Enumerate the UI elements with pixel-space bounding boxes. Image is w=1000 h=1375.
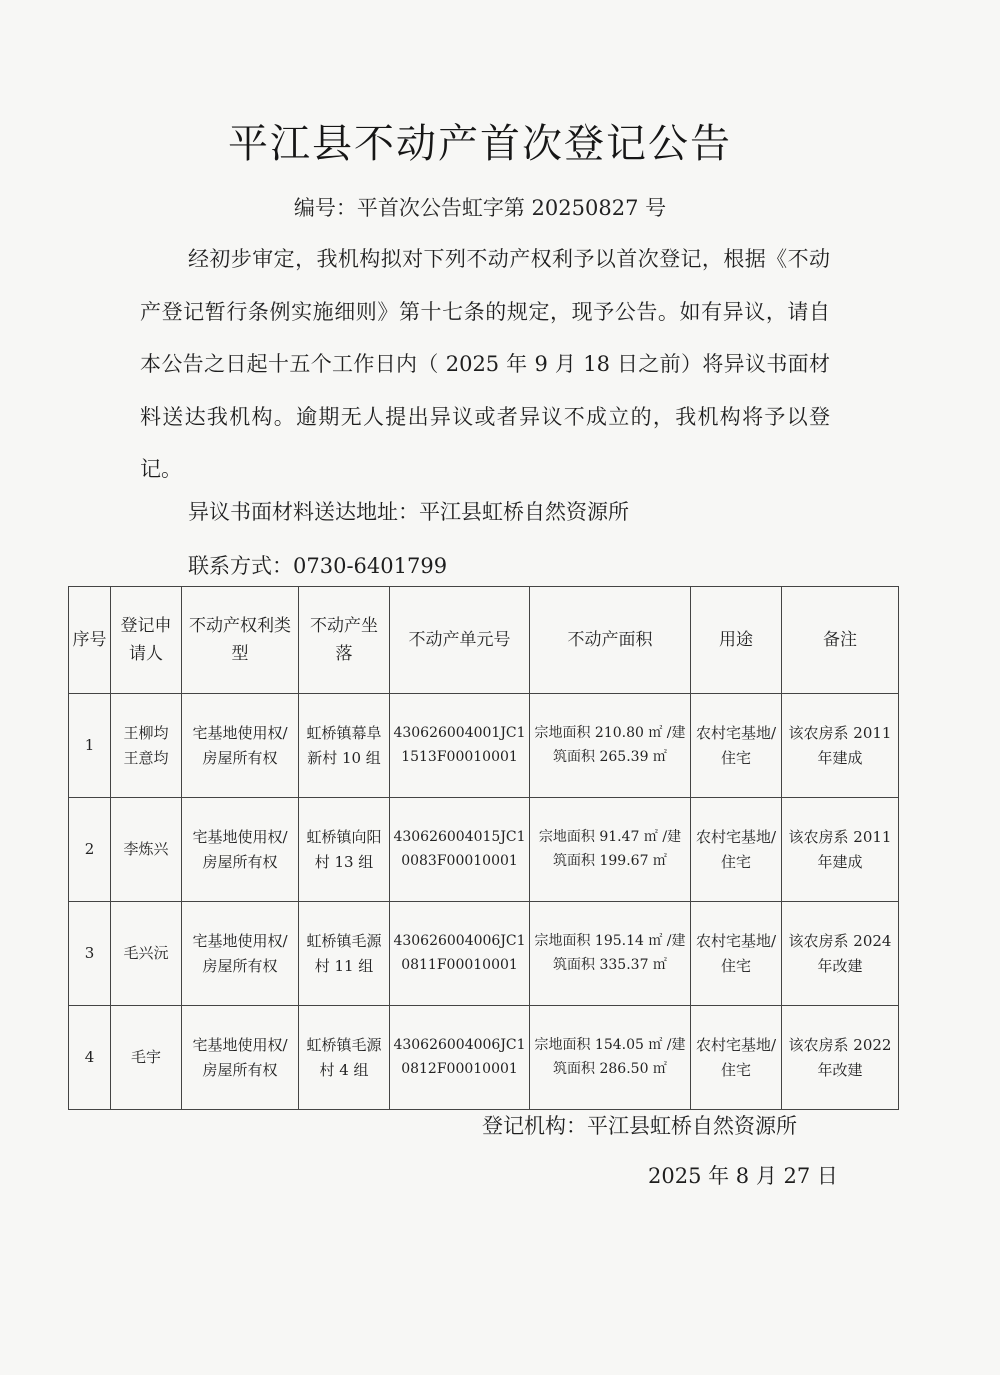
location: 虹桥镇毛源村 11 组 [299,902,390,1006]
contact-info: 联系方式：0730-6401799 [188,554,448,578]
area: 宗地面积 195.14 ㎡ /建筑面积 335.37 ㎡ [530,902,691,1006]
applicant: 李炼兴 [111,798,182,902]
document-number: 编号：平首次公告虹字第 20250827 号 [293,196,667,220]
row-number: 4 [69,1006,111,1110]
header-cell: 不动产单元号 [390,587,530,694]
row-number: 3 [69,902,111,1006]
usage: 农村宅基地/住宅 [691,694,782,798]
area: 宗地面积 210.80 ㎡ /建筑面积 265.39 ㎡ [530,694,691,798]
right-type: 宅基地使用权/房屋所有权 [182,798,299,902]
header-cell: 序号 [69,587,111,694]
location: 虹桥镇幕阜新村 10 组 [299,694,390,798]
right-type: 宅基地使用权/房屋所有权 [182,694,299,798]
table-row [69,902,899,1006]
area: 宗地面积 154.05 ㎡ /建筑面积 286.50 ㎡ [530,1006,691,1110]
header-cell: 不动产面积 [530,587,691,694]
row-number: 1 [69,694,111,798]
unit-number: 430626004001JC11513F00010001 [390,694,530,798]
header-cell: 不动产坐落 [299,587,390,694]
table-row [69,694,899,798]
location: 虹桥镇向阳村 13 组 [299,798,390,902]
header-cell: 登记申请人 [111,587,182,694]
usage: 农村宅基地/住宅 [691,1006,782,1110]
table-row [69,1006,899,1110]
row-number: 2 [69,798,111,902]
table-header-row [69,587,899,694]
header-cell: 不动产权利类型 [182,587,299,694]
applicant: 王柳均 王意均 [111,694,182,798]
header-cell: 用途 [691,587,782,694]
remark: 该农房系 2011 年建成 [782,798,899,902]
usage: 农村宅基地/住宅 [691,902,782,1006]
usage: 农村宅基地/住宅 [691,798,782,902]
right-type: 宅基地使用权/房屋所有权 [182,902,299,1006]
issue-date: 2025 年 8 月 27 日 [648,1164,838,1188]
registration-table [68,586,899,1110]
announcement-body: 经初步审定，我机构拟对下列不动产权利予以首次登记，根据《不动产登记暂行条例实施细则》第十七条的规定，现予公告。如有异议，请自本公告之日起十五个工作日内（ 2025 年 9 月 18 日之前）将异议书面材料送达我机构。逾期无人提出异议或者异议不成立的，我机构将予以登记。 [140,247,830,481]
unit-number: 430626004006JC10811F00010001 [390,902,530,1006]
right-type: 宅基地使用权/房屋所有权 [182,1006,299,1110]
remark: 该农房系 2011 年建成 [782,694,899,798]
table-row [69,798,899,902]
registration-authority: 登记机构：平江县虹桥自然资源所 [482,1114,797,1138]
objection-address: 异议书面材料送达地址：平江县虹桥自然资源所 [188,500,629,524]
page-title: 平江县不动产首次登记公告 [228,121,732,167]
unit-number: 430626004006JC10812F00010001 [390,1006,530,1110]
remark: 该农房系 2022 年改建 [782,1006,899,1110]
remark: 该农房系 2024 年改建 [782,902,899,1006]
location: 虹桥镇毛源村 4 组 [299,1006,390,1110]
unit-number: 430626004015JC10083F00010001 [390,798,530,902]
header-cell: 备注 [782,587,899,694]
area: 宗地面积 91.47 ㎡ /建筑面积 199.67 ㎡ [530,798,691,902]
applicant: 毛兴沅 [111,902,182,1006]
applicant: 毛宇 [111,1006,182,1110]
